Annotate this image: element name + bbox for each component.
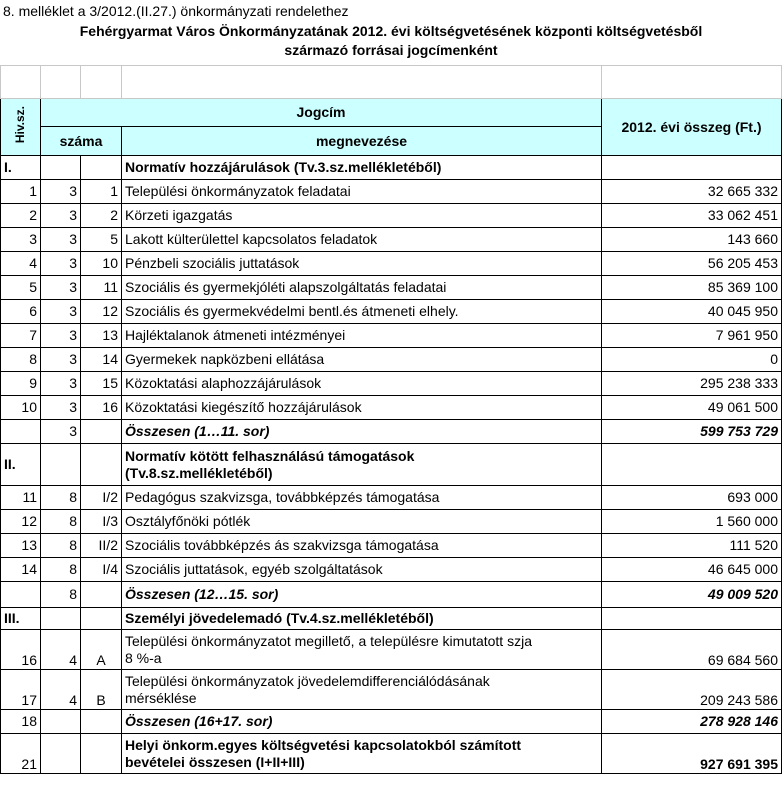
header-amount: 2012. évi összeg (Ft.) (602, 99, 782, 156)
header-hivsz: Hiv.sz. (1, 99, 41, 156)
table-row: 16 4 A Települési önkormányzatot megillető, a településre kimutatott szja 8 %-a 69 684 560 (1, 630, 782, 670)
total-row: 18 Összesen (16+17. sor) 278 928 146 (1, 710, 782, 734)
header-jogcim: Jogcím (41, 99, 602, 127)
table-row: 8 3 14 Gyermekek napközbeni ellátása 0 (1, 348, 782, 372)
table-row: 12 8 I/3 Osztályfőnöki pótlék 1 560 000 (1, 510, 782, 534)
table-row: 17 4 B Települési önkormányzatok jövedelemdifferenciálódásának mérséklése 209 243 586 (1, 670, 782, 710)
title-line-2: származó forrásai jogcímenként (284, 42, 498, 58)
section-row: II. Normatív kötött felhasználású támogatások (Tv.8.sz.mellékletéből) (1, 444, 782, 486)
total-row: 8 Összesen (12…15. sor) 49 009 520 (1, 582, 782, 608)
table-row: 11 8 I/2 Pedagógus szakvizsga, továbbképzés támogatása 693 000 (1, 486, 782, 510)
total-row: 3 Összesen (1…11. sor) 599 753 729 (1, 420, 782, 444)
title-line-1: Fehérgyarmat Város Önkormányzatának 2012. évi költségvetésének központi költségvetésből (79, 23, 703, 39)
header-szama: száma (41, 127, 122, 156)
section-title: Normatív kötött felhasználású támogatások (Tv.8.sz.mellékletéből) (122, 444, 602, 486)
header-megnevezese: megnevezése (122, 127, 602, 156)
table-row: 1 3 1 Települési önkormányzatok feladatai 32 665 332 (1, 180, 782, 204)
table-row: 5 3 11 Szociális és gyermekjóléti alapszolgáltatás feladatai 85 369 100 (1, 276, 782, 300)
table-row: 6 3 12 Szociális és gyermekvédelmi bentl.és átmeneti elhely. 40 045 950 (1, 300, 782, 324)
table-row: 2 3 2 Körzeti igazgatás 33 062 451 (1, 204, 782, 228)
annex-reference: 8. melléklet a 3/2012.(II.27.) önkormányzati rendelethez (3, 3, 349, 19)
section-row: I. Normatív hozzájárulások (Tv.3.sz.mellékletéből) (1, 156, 782, 180)
table-row: 4 3 10 Pénzbeli szociális juttatások 56 205 453 (1, 252, 782, 276)
budget-table (0, 65, 782, 774)
table-row: 3 3 5 Lakott külterülettel kapcsolatos feladatok 143 660 (1, 228, 782, 252)
document-title (0, 22, 782, 60)
table-row: 10 3 16 Közoktatási kiegészítő hozzájárulások 49 061 500 (1, 396, 782, 420)
table-row: 13 8 II/2 Szociális továbbképzés ás szakvizsga támogatása 111 520 (1, 534, 782, 558)
grand-total-row: 21 Helyi önkorm.egyes költségvetési kapcsolatokból számított bevételei összesen (I+II+III) 927 691 395 (1, 734, 782, 774)
section-title: Normatív hozzájárulások (Tv.3.sz.mellékletéből) (122, 156, 602, 180)
table-row: 7 3 13 Hajléktalanok átmeneti intézményei 7 961 950 (1, 324, 782, 348)
section-row: III. Személyi jövedelemadó (Tv.4.sz.mellékletéből) (1, 608, 782, 630)
spacer-row (1, 66, 782, 99)
section-title: Személyi jövedelemadó (Tv.4.sz.mellékletéből) (122, 608, 602, 630)
table-row: 9 3 15 Közoktatási alaphozzájárulások 295 238 333 (1, 372, 782, 396)
table-row: 14 8 I/4 Szociális juttatások, egyéb szolgáltatások 46 645 000 (1, 558, 782, 582)
header-row-1 (1, 99, 782, 127)
